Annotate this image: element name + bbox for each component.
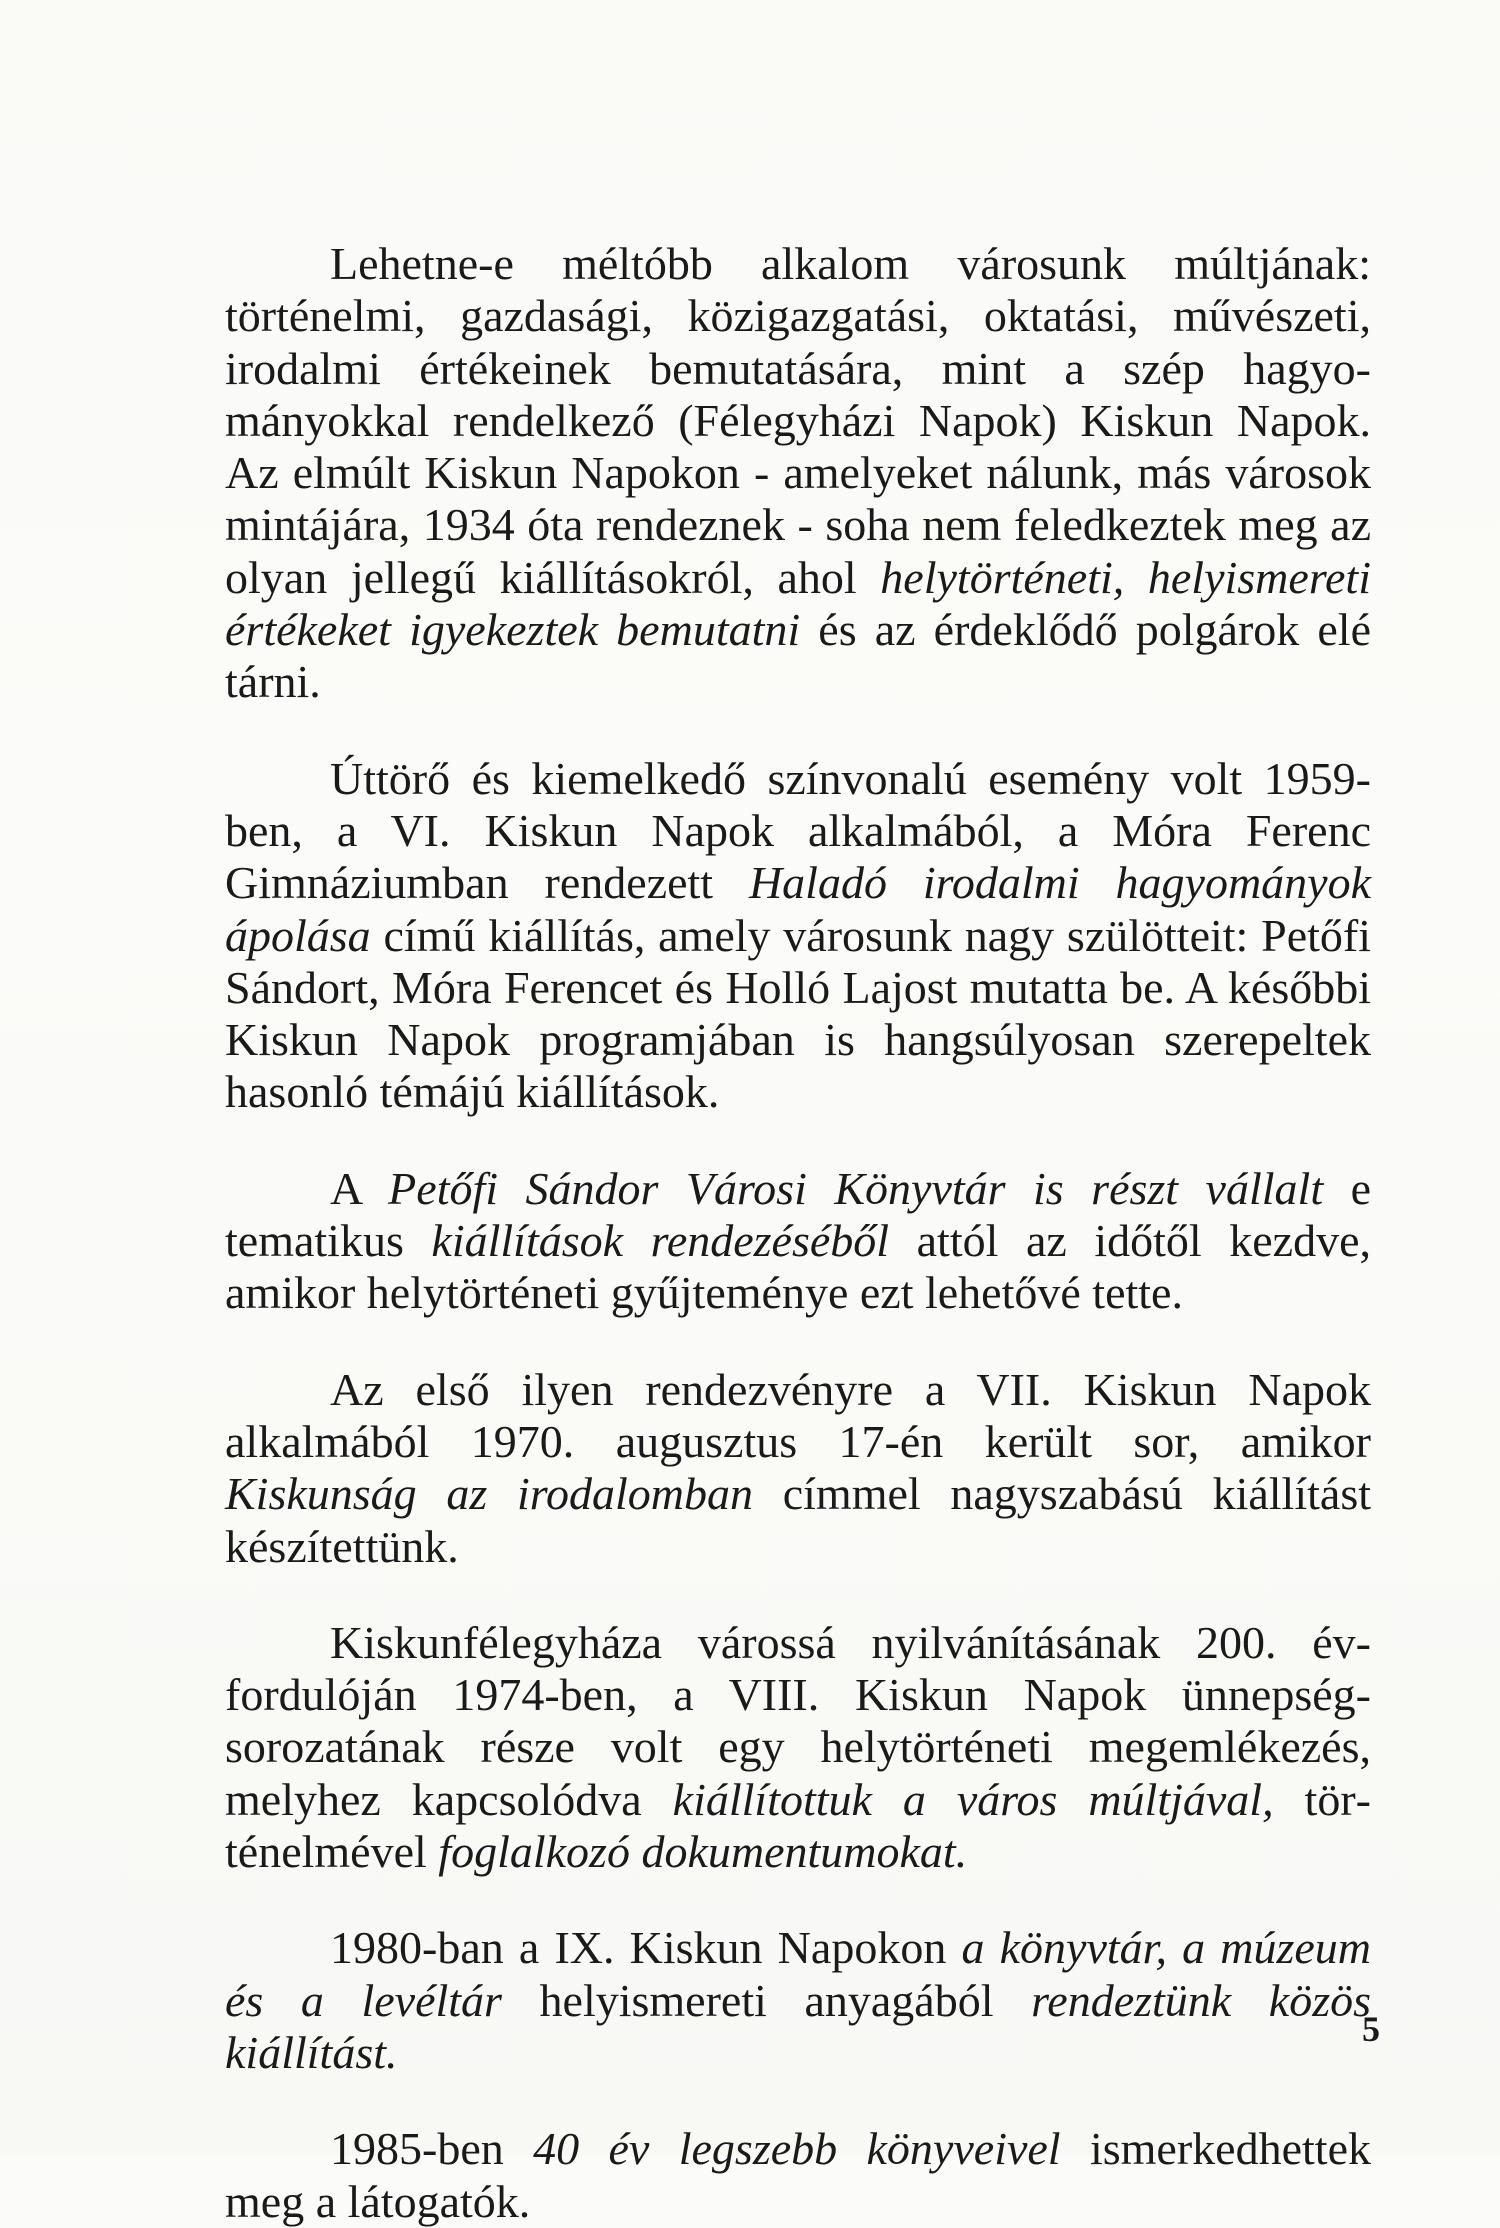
text-run: Az első ilyen rendezvényre a VII. Kiskun Napok alkalmából 1970. augusztus 17-én került sor, amikor [225,1363,1371,1467]
text-run: című kiállítás, amely városunk nagy szülötteit: Petőfi Sándort, Móra Ferencet és Holló Lajost mutatta be. A későbbi Kiskun Napok programjában is hangsúlyosan szerepeltek hasonló témájú kiállítások. [225,909,1371,1118]
italic-run: Haladó irodalmi hagyományok ápolása [225,857,1371,961]
italic-run: 40 év legszebb könyveivel [533,2123,1061,2175]
text-run: Lehetne-e méltóbb alkalom városunk múltjának: történelmi, gazdasági, közigazgatási, oktatási, művészeti, irodalmi értékeinek bemutatására, mint a szép hagyományokkal rendelkező (Félegyházi Napok) Kiskun Napok. Az elmúlt Kiskun Napokon - amelyeket nálunk, más városok mintájára, 1934 óta rendeznek - soha nem feledkeztek meg az olyan jellegű kiállításokról, ahol [225,238,1371,603]
text-run: e tematikus [225,1162,1371,1267]
italic-run: helytörténeti, helyismereti értékeket igyekeztek bemutatni [225,551,1371,656]
paragraph [225,753,1371,1119]
text-run: ismerkedhettek meg a látogatók. [225,2123,1371,2227]
paragraph [225,1163,1371,1320]
text-run: A [330,1162,389,1214]
text-run: címmel nagyszabású kiállítást készítettünk. [225,1468,1371,1572]
paragraph [225,1617,1371,1878]
italic-run: rendeztünk közös kiállítást. [225,1974,1371,2078]
text-run: történelmével [225,1773,1371,1878]
italic-run: Petőfi Sándor Városi Könyvtár is részt vállalt [388,1162,1324,1214]
text-run: helyismereti anyagából [501,1974,1032,2026]
text-run: attól az időtől kezdve, amikor helytörténeti gyűjteménye ezt lehetővé tette. [225,1215,1372,1319]
page-number: 5 [1362,2009,1380,2049]
italic-run: kiállítottuk a város múltjával, [672,1773,1274,1825]
text-run: 1985-ben [330,2123,534,2175]
text-run: és az érdeklődő polgárok elé tárni. [225,604,1371,708]
paragraph [225,238,1371,709]
text-run: Kiskunfélegyháza várossá nyilvánításának 200. évfordulóján 1974-ben, a VIII. Kiskun Napok ünnepségsorozatának része volt egy helytörténeti megemlékezés, melyhez kapcsolódva [225,1616,1371,1825]
paragraph [225,1922,1371,2079]
italic-run: kiállítások rendezéséből [431,1215,890,1267]
text-run: Úttörő és kiemelkedő színvonalú esemény volt 1959-ben, a VI. Kiskun Napok alkalmából, a Móra Ferenc Gimnáziumban rendezett [225,752,1371,909]
italic-run: foglalkozó dokumentumokat. [438,1826,968,1878]
paragraph [225,2123,1371,2228]
paragraph [225,1364,1371,1573]
italic-run: a könyvtár, a múzeum és a levéltár [225,1922,1371,2026]
text-run: 1980-ban a IX. Kiskun Napokon [330,1922,962,1974]
body-text [225,238,1371,2228]
italic-run: Kiskunság az irodalomban [225,1468,753,1520]
